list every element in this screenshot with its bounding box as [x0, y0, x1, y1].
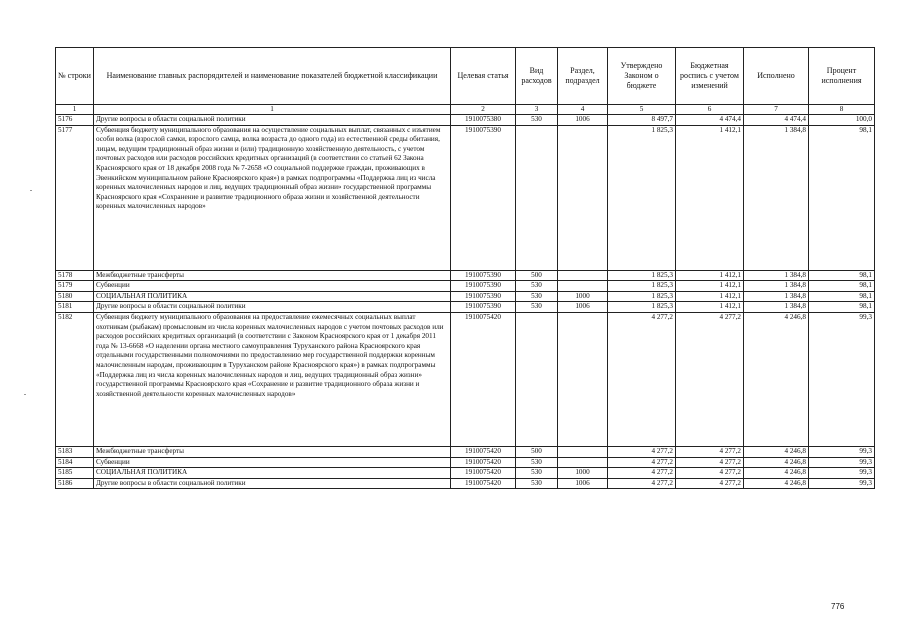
column-number: 3: [516, 105, 558, 115]
target-article: 1910075420: [451, 457, 516, 468]
header-expense-type: Вид расходов: [516, 48, 558, 105]
budget-list-amount: 1 412,1: [676, 291, 744, 302]
header-name: Наименование главных распорядителей и наименование показателей бюджетной классификации: [94, 48, 451, 105]
target-article: 1910075390: [451, 291, 516, 302]
execution-percent: 98,1: [809, 270, 875, 281]
column-number: 1: [94, 105, 451, 115]
target-article: 1910075420: [451, 312, 516, 446]
target-article: 1910075390: [451, 270, 516, 281]
header-section: Раздел, подраздел: [558, 48, 608, 105]
expense-type: 530: [516, 115, 558, 126]
budget-list-amount: 4 277,2: [676, 478, 744, 489]
table-row: [56, 281, 875, 292]
approved-amount: 1 825,3: [608, 302, 676, 313]
page-number: 776: [831, 602, 845, 611]
row-number: 5180: [56, 291, 94, 302]
executed-amount: 4 246,8: [744, 478, 809, 489]
approved-amount: 4 277,2: [608, 478, 676, 489]
column-number: 6: [676, 105, 744, 115]
executed-amount: 1 384,8: [744, 281, 809, 292]
row-number: 5177: [56, 125, 94, 270]
target-article: 1910075420: [451, 468, 516, 479]
executed-amount: 4 246,8: [744, 468, 809, 479]
header-budget-list: Бюджетная роспись с учетом изменений: [676, 48, 744, 105]
scan-mark: [24, 394, 26, 395]
approved-amount: 4 277,2: [608, 468, 676, 479]
table-row: [56, 302, 875, 313]
target-article: 1910075390: [451, 125, 516, 270]
column-number: 1: [56, 105, 94, 115]
executed-amount: 1 384,8: [744, 291, 809, 302]
approved-amount: 4 277,2: [608, 457, 676, 468]
column-number: 5: [608, 105, 676, 115]
section-code: [558, 281, 608, 292]
budget-sheet: [55, 47, 874, 489]
expense-type: 530: [516, 291, 558, 302]
target-article: 1910075390: [451, 302, 516, 313]
row-number: 5186: [56, 478, 94, 489]
table-row: [56, 291, 875, 302]
executed-amount: 1 384,8: [744, 302, 809, 313]
budget-list-amount: 1 412,1: [676, 125, 744, 270]
scan-mark: [30, 190, 32, 191]
target-article: 1910075420: [451, 446, 516, 457]
row-name: Другие вопросы в области социальной политики: [94, 302, 451, 313]
header-row-number: № строки: [56, 48, 94, 105]
approved-amount: 1 825,3: [608, 270, 676, 281]
table-row: [56, 478, 875, 489]
table-header: [56, 48, 875, 115]
execution-percent: 98,1: [809, 291, 875, 302]
row-name: СОЦИАЛЬНАЯ ПОЛИТИКА: [94, 468, 451, 479]
target-article: 1910075420: [451, 478, 516, 489]
section-code: [558, 446, 608, 457]
execution-percent: 99,3: [809, 478, 875, 489]
budget-list-amount: 1 412,1: [676, 302, 744, 313]
column-number-row: [56, 105, 875, 115]
expense-type: 530: [516, 468, 558, 479]
target-article: 1910075390: [451, 281, 516, 292]
row-number: 5182: [56, 312, 94, 446]
expense-type: [516, 312, 558, 446]
executed-amount: 1 384,8: [744, 125, 809, 270]
approved-amount: 1 825,3: [608, 291, 676, 302]
row-name: Субвенции: [94, 457, 451, 468]
table-row: [56, 125, 875, 270]
execution-percent: 99,3: [809, 446, 875, 457]
table-row: [56, 115, 875, 126]
table-body: [56, 115, 875, 489]
approved-amount: 4 277,2: [608, 312, 676, 446]
approved-amount: 4 277,2: [608, 446, 676, 457]
execution-percent: 99,3: [809, 468, 875, 479]
section-code: 1006: [558, 302, 608, 313]
target-article: 1910075380: [451, 115, 516, 126]
header-approved: Утверждено Законом о бюджете: [608, 48, 676, 105]
row-number: 5179: [56, 281, 94, 292]
row-number: 5185: [56, 468, 94, 479]
approved-amount: 8 497,7: [608, 115, 676, 126]
budget-list-amount: 4 277,2: [676, 457, 744, 468]
header-target-article: Целевая статья: [451, 48, 516, 105]
row-name: Другие вопросы в области социальной политики: [94, 115, 451, 126]
table-row: [56, 457, 875, 468]
execution-percent: 98,1: [809, 281, 875, 292]
row-name: Межбюджетные трансферты: [94, 270, 451, 281]
executed-amount: 4 246,8: [744, 457, 809, 468]
execution-percent: 98,1: [809, 302, 875, 313]
header-percent: Процент исполнения: [809, 48, 875, 105]
row-name: Субвенции: [94, 281, 451, 292]
header-executed: Исполнено: [744, 48, 809, 105]
section-code: 1000: [558, 291, 608, 302]
column-number: 7: [744, 105, 809, 115]
column-number: 2: [451, 105, 516, 115]
row-number: 5176: [56, 115, 94, 126]
row-name: Межбюджетные трансферты: [94, 446, 451, 457]
section-code: [558, 312, 608, 446]
column-number: 4: [558, 105, 608, 115]
section-code: [558, 125, 608, 270]
budget-table: [55, 47, 875, 489]
expense-type: 530: [516, 478, 558, 489]
row-name: СОЦИАЛЬНАЯ ПОЛИТИКА: [94, 291, 451, 302]
expense-type: 530: [516, 457, 558, 468]
row-number: 5184: [56, 457, 94, 468]
expense-type: 530: [516, 302, 558, 313]
execution-percent: 98,1: [809, 125, 875, 270]
row-number: 5181: [56, 302, 94, 313]
executed-amount: 4 246,8: [744, 312, 809, 446]
section-code: [558, 270, 608, 281]
executed-amount: 1 384,8: [744, 270, 809, 281]
table-row: [56, 270, 875, 281]
expense-type: 530: [516, 281, 558, 292]
table-row: [56, 446, 875, 457]
section-code: [558, 457, 608, 468]
expense-type: [516, 125, 558, 270]
budget-list-amount: 4 474,4: [676, 115, 744, 126]
table-row: [56, 468, 875, 479]
approved-amount: 1 825,3: [608, 125, 676, 270]
execution-percent: 99,3: [809, 312, 875, 446]
approved-amount: 1 825,3: [608, 281, 676, 292]
row-number: 5183: [56, 446, 94, 457]
row-name: Другие вопросы в области социальной политики: [94, 478, 451, 489]
budget-list-amount: 4 277,2: [676, 468, 744, 479]
section-code: 1006: [558, 115, 608, 126]
expense-type: 500: [516, 446, 558, 457]
row-name: Субвенция бюджету муниципального образования на осуществление социальных выплат, связанных с изъятием особи волка (взрослой самки, взрослого самца, волка возраста до одного года) из естественной среды обитания, лицам, ведущим традиционный образ жизни и (или) традиционную хозяйственную деятельность, с учетом почтовых расходов или расходов российских кредитных организаций (в соответствии со статьей 62 Закона Красноярского края от 18 декабря 2008 года № 7-2658 «О социальной поддержке граждан, проживающих в Эвенкийском муниципальном районе Красноярского края») в рамках подпрограммы «Поддержка лиц из числа коренных малочисленных народов и лиц, ведущих традиционный образ жизни» государственной программы Красноярского края «Сохранение и развитие традиционного образа жизни и хозяйственной деятельности коренных малочисленных народов»: [94, 125, 451, 270]
execution-percent: 99,3: [809, 457, 875, 468]
table-row: [56, 312, 875, 446]
row-name: Субвенция бюджету муниципального образования на предоставление ежемесячных социальных выплат охотникам (рыбакам) промысловым из числа коренных малочисленных народов с учетом почтовых расходов или расходов российских кредитных организаций (в соответствии с Законом Красноярского края от 1 декабря 2011 года № 13-6668 «О наделении органа местного самоуправления Туруханского района Красноярского края отдельными государственными полномочиями по предоставлению мер государственной поддержки коренным малочисленным народам, проживающим в Туруханском районе Красноярского края») в рамках подпрограммы «Поддержка лиц из числа коренных малочисленных народов и лиц, ведущих традиционный образ жизни» государственной программы Красноярского края «Сохранение и развитие традиционного образа жизни и хозяйственной деятельности коренных малочисленных народов»: [94, 312, 451, 446]
budget-list-amount: 4 277,2: [676, 312, 744, 446]
budget-list-amount: 1 412,1: [676, 270, 744, 281]
row-number: 5178: [56, 270, 94, 281]
section-code: 1000: [558, 468, 608, 479]
expense-type: 500: [516, 270, 558, 281]
executed-amount: 4 246,8: [744, 446, 809, 457]
budget-list-amount: 1 412,1: [676, 281, 744, 292]
budget-list-amount: 4 277,2: [676, 446, 744, 457]
column-number: 8: [809, 105, 875, 115]
executed-amount: 4 474,4: [744, 115, 809, 126]
execution-percent: 100,0: [809, 115, 875, 126]
section-code: 1006: [558, 478, 608, 489]
